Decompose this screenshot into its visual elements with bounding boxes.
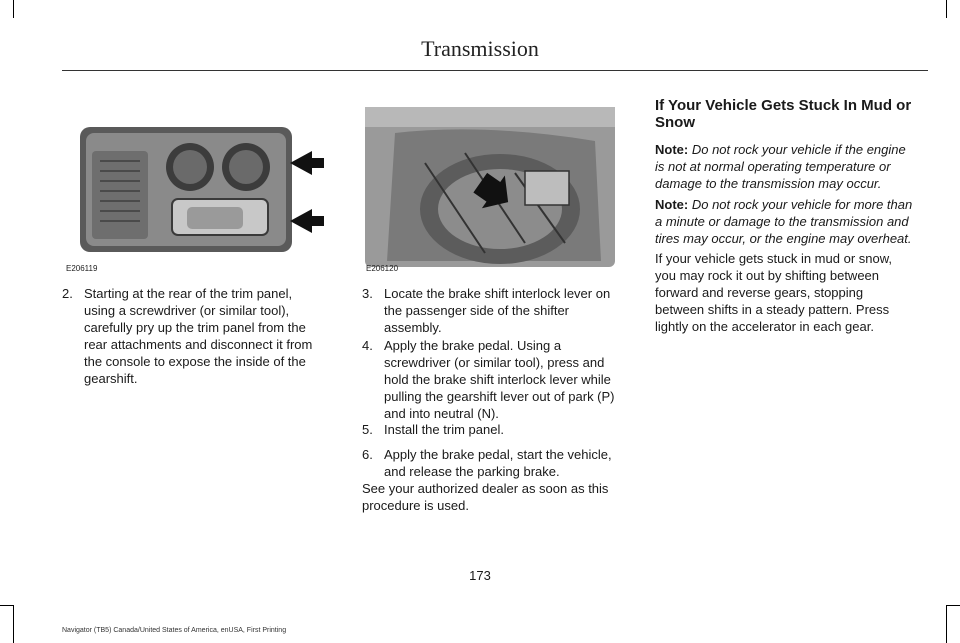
crop-mark-bottom-left-v <box>13 605 14 643</box>
step-number: 3. <box>362 286 373 301</box>
note-label: Note: <box>655 142 689 157</box>
crop-mark-bottom-right-h <box>946 605 960 606</box>
note-label: Note: <box>655 197 689 212</box>
step-line: assembly. <box>384 320 442 335</box>
step-line: Starting at the rear of the trim panel, <box>84 286 293 301</box>
step-line: and into neutral (N). <box>384 406 499 421</box>
note-2 <box>655 196 945 247</box>
header-rule <box>62 70 928 71</box>
step-number: 6. <box>362 447 373 462</box>
figure-id-2: E206120 <box>366 264 399 273</box>
step-line: using a screwdriver (or similar tool), <box>84 303 290 318</box>
paragraph-line: between shifts in a steady pattern. Press <box>655 302 890 317</box>
paragraph-line: you may rock it out by shifting between <box>655 268 880 283</box>
step-text <box>384 337 615 422</box>
heading-line: If Your Vehicle Gets Stuck In Mud or <box>655 97 912 114</box>
note-line <box>655 141 945 158</box>
note-line: damage to the transmission may occur. <box>655 176 882 191</box>
note-line: tires may occur, or the engine may overheat. <box>655 231 912 246</box>
paragraph-line: lightly on the accelerator in each gear. <box>655 319 874 334</box>
step-line: Locate the brake shift interlock lever on <box>384 286 611 301</box>
step-line: the passenger side of the shifter <box>384 303 570 318</box>
step-line: and release the parking brake. <box>384 464 560 479</box>
figure-trim-panel <box>62 93 332 268</box>
step-number: 5. <box>362 422 373 437</box>
page-number: 173 <box>469 568 491 583</box>
crop-mark-top-right-v <box>946 0 947 18</box>
paragraph-line: forward and reverse gears, stopping <box>655 285 864 300</box>
brake-shift-interlock-lever-image <box>365 93 629 268</box>
figure-id-1: E206119 <box>66 264 98 273</box>
paragraph-line: procedure is used. <box>362 498 469 513</box>
step-line: pulling the gearshift lever out of park (P) <box>384 389 615 404</box>
heading-line: Snow <box>655 114 695 131</box>
crop-mark-top-left-v <box>13 0 14 18</box>
step-line: carefully pry up the trim panel from the <box>84 320 306 335</box>
step-text <box>384 285 610 336</box>
step-number: 4. <box>362 338 373 353</box>
step-number: 2. <box>62 286 73 301</box>
page-title: Transmission <box>421 36 539 61</box>
step-line: the console to expose the inside of the <box>84 354 306 369</box>
step-line: Apply the brake pedal. Using a <box>384 338 562 353</box>
note-1 <box>655 141 945 192</box>
closing-paragraph <box>362 480 642 514</box>
crop-mark-bottom-right-v <box>946 605 947 643</box>
step-text <box>384 421 504 438</box>
step-line: hold the brake shift interlock lever while <box>384 372 611 387</box>
step-text <box>384 446 612 480</box>
paragraph-line: If your vehicle gets stuck in mud or snow, <box>655 251 892 266</box>
figure-brake-interlock <box>365 93 629 268</box>
step-line: screwdriver (or similar tool), press and <box>384 355 605 370</box>
step-line: Apply the brake pedal, start the vehicle, <box>384 447 612 462</box>
crop-mark-bottom-left-h <box>0 605 13 606</box>
step-line: gearshift. <box>84 371 138 386</box>
trim-panel-cupholder-arrows-image <box>62 93 332 268</box>
paragraph-line: See your authorized dealer as soon as this <box>362 481 609 496</box>
note-line: a minute or damage to the transmission and <box>655 214 909 229</box>
note-text: Do not rock your vehicle if the engine <box>691 142 906 157</box>
step-line: Install the trim panel. <box>384 422 504 437</box>
note-text: Do not rock your vehicle for more than <box>691 197 913 212</box>
footer-text: Navigator (TB5) Canada/United States of America, enUSA, First Printing <box>62 627 287 634</box>
rock-vehicle-paragraph <box>655 250 945 335</box>
note-line <box>655 196 945 213</box>
step-line: rear attachments and disconnect it from <box>84 337 313 352</box>
step-text <box>84 285 312 387</box>
section-heading <box>655 97 945 131</box>
note-line: is not at normal operating temperature or <box>655 159 891 174</box>
